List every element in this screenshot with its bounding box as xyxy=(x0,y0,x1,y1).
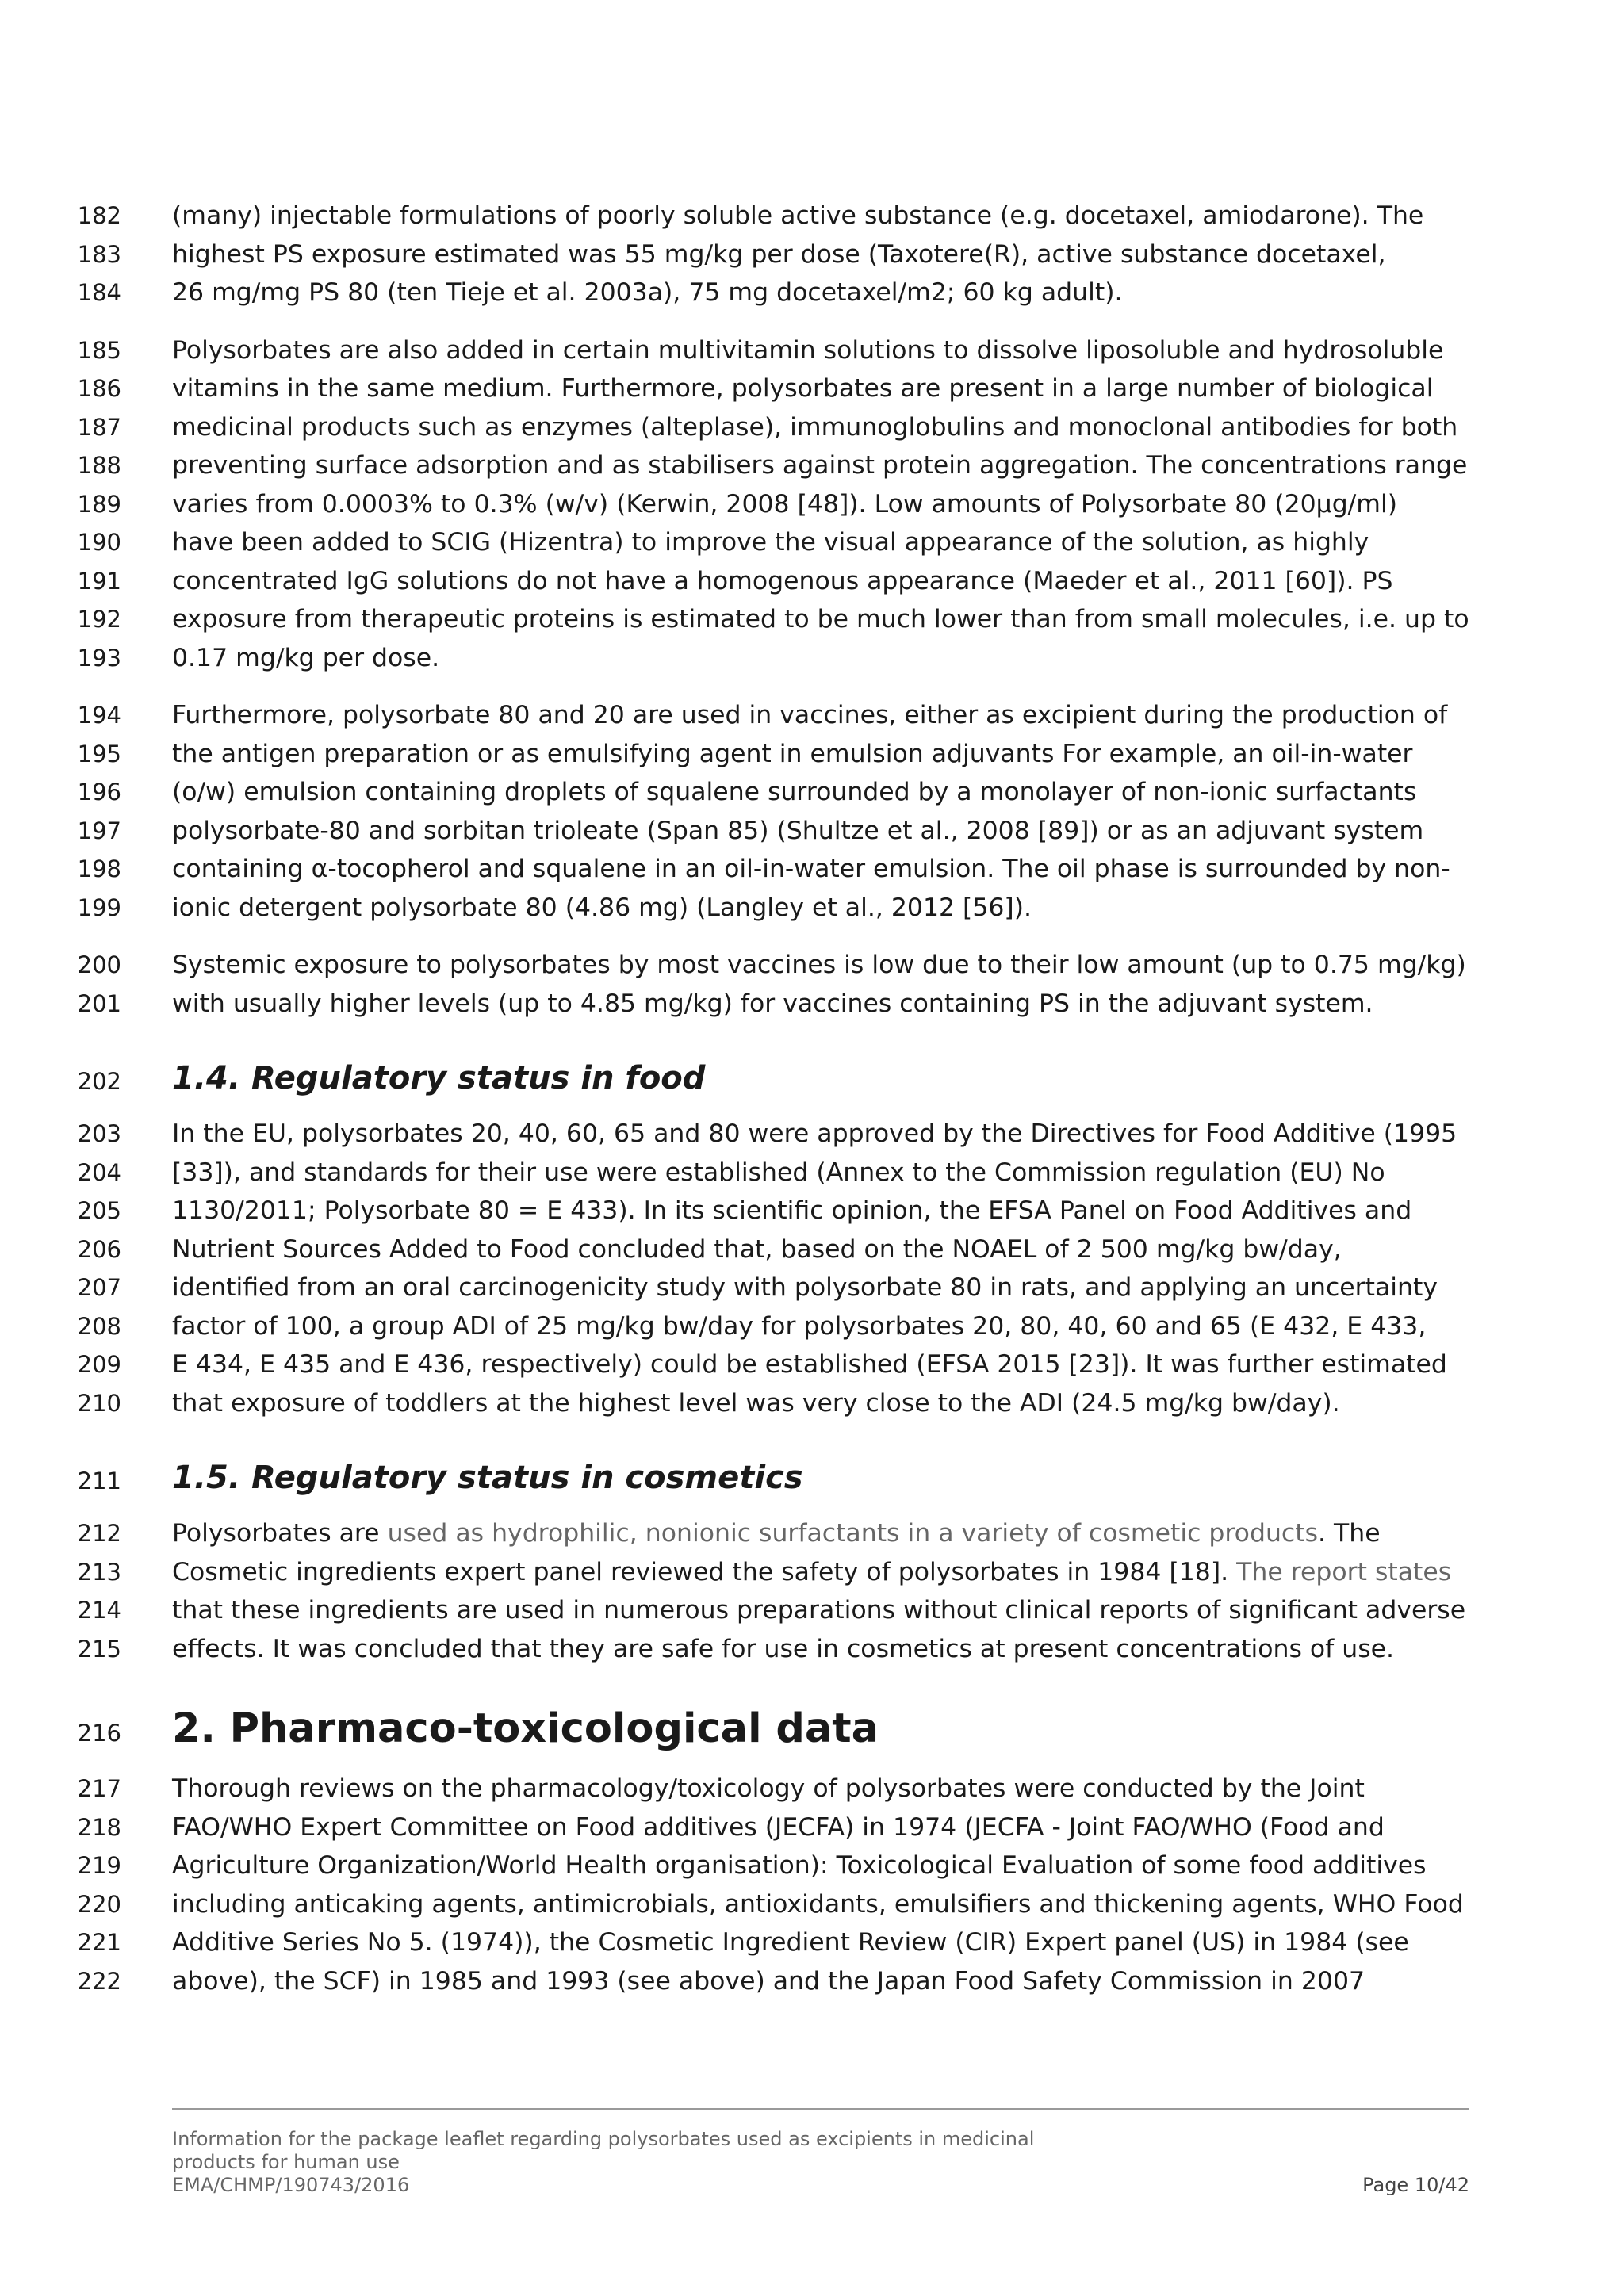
line-text: factor of 100, a group ADI of 25 mg/kg bw/day for polysorbates 20, 80, 40, 60 and 65 (E 432, E 433, xyxy=(172,1311,1427,1341)
subsection-heading xyxy=(0,1042,1624,1115)
heading-text: 2. Pharmaco-toxicological data xyxy=(172,1705,879,1752)
line-text: Systemic exposure to polysorbates by most vaccines is low due to their low amount (up to 0.75 mg/kg) xyxy=(172,951,1466,979)
line-number: 212 xyxy=(77,1520,121,1547)
text-line xyxy=(0,1384,1624,1423)
line-text: [33]), and standards for their use were established (Annex to the Commission regulation (EU) No xyxy=(172,1158,1385,1187)
text-line xyxy=(0,985,1624,1024)
line-text: polysorbate-80 and sorbitan trioleate (Span 85) (Shultze et al., 2008 [89]) or as an adjuvant system xyxy=(172,816,1424,845)
highlighted-text: used as hydrophilic, nonionic surfactants in a variety of cosmetic products xyxy=(387,1519,1318,1548)
line-number: 202 xyxy=(77,1068,121,1095)
text-line xyxy=(0,1885,1624,1924)
line-text: Furthermore, polysorbate 80 and 20 are used in vaccines, either as excipient during the production of xyxy=(172,701,1448,729)
line-text: Agriculture Organization/World Health organisation): Toxicological Evaluation of some food additives xyxy=(172,1851,1427,1880)
text-line xyxy=(0,1514,1624,1553)
line-text: effects. It was concluded that they are safe for use in cosmetics at present concentrations of use. xyxy=(172,1634,1395,1663)
text-line xyxy=(0,1307,1624,1346)
line-number: 196 xyxy=(77,779,121,806)
line-number: 211 xyxy=(77,1468,121,1494)
line-text: highest PS exposure estimated was 55 mg/kg per dose (Taxotere(R), active substance docetaxel, xyxy=(172,239,1386,269)
line-number: 210 xyxy=(77,1389,121,1417)
paragraph xyxy=(0,1514,1624,1668)
line-text xyxy=(172,1514,1381,1553)
line-text: containing α-tocopherol and squalene in an oil-in-water emulsion. The oil phase is surrounded by non- xyxy=(172,855,1450,883)
line-text xyxy=(172,1553,1451,1592)
page-number: Page 10/42 xyxy=(1362,2174,1469,2196)
line-text: Polysorbates are also added in certain multivitamin solutions to dissolve liposoluble and hydrosoluble xyxy=(172,335,1444,365)
text-line xyxy=(0,1115,1624,1154)
heading-text: 1.4. Regulatory status in food xyxy=(172,1060,706,1096)
text-line xyxy=(0,1962,1624,2001)
line-number: 194 xyxy=(77,702,121,729)
footer-title-line-1: Information for the package leaflet regarding polysorbates used as excipients in medicinal xyxy=(172,2128,1035,2150)
line-number: 186 xyxy=(77,375,121,402)
line-number: 183 xyxy=(77,240,121,268)
line-text: 0.17 mg/kg per dose. xyxy=(172,643,440,672)
text-line xyxy=(0,1192,1624,1230)
footer-document-reference: EMA/CHMP/190743/2016 xyxy=(172,2174,410,2196)
line-number: 208 xyxy=(77,1312,121,1340)
text-line xyxy=(0,562,1624,601)
line-text: 26 mg/mg PS 80 (ten Tieje et al. 2003a), 75 mg docetaxel/m2; 60 kg adult). xyxy=(172,278,1123,307)
line-text: that exposure of toddlers at the highest level was very close to the ADI (24.5 mg/kg bw/day). xyxy=(172,1388,1340,1418)
line-number: 222 xyxy=(77,1967,121,1995)
line-text: with usually higher levels (up to 4.85 mg/kg) for vaccines containing PS in the adjuvant system. xyxy=(172,989,1373,1018)
text-line xyxy=(0,1630,1624,1669)
line-number: 206 xyxy=(77,1235,121,1263)
line-text: Nutrient Sources Added to Food concluded that, based on the NOAEL of 2 500 mg/kg bw/day, xyxy=(172,1234,1342,1264)
paragraph xyxy=(0,946,1624,1023)
text-line xyxy=(0,889,1624,928)
line-number: 198 xyxy=(77,855,121,882)
line-number: 217 xyxy=(77,1775,121,1802)
text-line xyxy=(0,850,1624,889)
text-line xyxy=(0,408,1624,447)
text-segment: . The xyxy=(1318,1519,1381,1548)
line-number: 185 xyxy=(77,336,121,364)
text-line xyxy=(0,1923,1624,1962)
line-number: 182 xyxy=(77,202,121,229)
line-number: 189 xyxy=(77,490,121,518)
text-line xyxy=(0,235,1624,274)
text-line xyxy=(0,523,1624,562)
paragraph xyxy=(0,331,1624,678)
line-text: varies from 0.0003% to 0.3% (w/v) (Kerwin, 2008 [48]). Low amounts of Polysorbate 80 (20µg/ml) xyxy=(172,489,1398,519)
line-text: including anticaking agents, antimicrobials, antioxidants, emulsifiers and thickening agents, WHO Food xyxy=(172,1889,1464,1919)
line-text: (many) injectable formulations of poorly soluble active substance (e.g. docetaxel, amiodarone). The xyxy=(172,201,1424,230)
line-text: preventing surface adsorption and as stabilisers against protein aggregation. The concentrations range xyxy=(172,451,1468,480)
line-text: FAO/WHO Expert Committee on Food additives (JECFA) in 1974 (JECFA - Joint FAO/WHO (Food and xyxy=(172,1812,1385,1842)
text-line xyxy=(0,773,1624,812)
line-number: 191 xyxy=(77,567,121,595)
line-number: 220 xyxy=(77,1890,121,1918)
line-text: the antigen preparation or as emulsifying agent in emulsion adjuvants For example, an oil-in-water xyxy=(172,739,1413,768)
line-number: 188 xyxy=(77,452,121,479)
line-number: 209 xyxy=(77,1351,121,1378)
line-number: 200 xyxy=(77,951,121,978)
paragraph xyxy=(0,197,1624,312)
line-number: 221 xyxy=(77,1929,121,1956)
section-heading xyxy=(0,1687,1624,1770)
line-text: In the EU, polysorbates 20, 40, 60, 65 and 80 were approved by the Directives for Food Additive (1995 xyxy=(172,1119,1457,1148)
text-line xyxy=(0,369,1624,408)
line-number: 218 xyxy=(77,1813,121,1841)
text-line xyxy=(0,485,1624,524)
line-number: 187 xyxy=(77,413,121,441)
line-text: exposure from therapeutic proteins is estimated to be much lower than from small molecules, i.e. up to xyxy=(172,605,1469,633)
line-text: ionic detergent polysorbate 80 (4.86 mg) (Langley et al., 2012 [56]). xyxy=(172,893,1032,922)
line-number: 207 xyxy=(77,1274,121,1301)
paragraph xyxy=(0,1770,1624,2000)
line-number: 195 xyxy=(77,740,121,767)
line-text: Additive Series No 5. (1974)), the Cosmetic Ingredient Review (CIR) Expert panel (US) in 1984 (see xyxy=(172,1928,1409,1957)
line-number: 203 xyxy=(77,1120,121,1147)
text-line xyxy=(0,600,1624,639)
text-line xyxy=(0,946,1624,985)
line-number: 201 xyxy=(77,989,121,1017)
line-text: (o/w) emulsion containing droplets of squalene surrounded by a monolayer of non-ionic surfactants xyxy=(172,778,1417,806)
text-line xyxy=(0,197,1624,235)
text-line xyxy=(0,696,1624,735)
line-number: 216 xyxy=(77,1720,121,1747)
text-line xyxy=(0,1770,1624,1808)
text-line xyxy=(0,446,1624,485)
document-body xyxy=(0,197,1624,2019)
page-footer xyxy=(172,2128,1469,2197)
line-text: E 434, E 435 and E 436, respectively) could be established (EFSA 2015 [23]). It was further estimated xyxy=(172,1350,1447,1379)
text-line xyxy=(0,1154,1624,1192)
line-number: 215 xyxy=(77,1635,121,1663)
line-number: 204 xyxy=(77,1158,121,1186)
line-text: concentrated IgG solutions do not have a homogenous appearance (Maeder et al., 2011 [60]). PS xyxy=(172,566,1393,595)
line-number: 184 xyxy=(77,279,121,306)
text-line xyxy=(0,812,1624,851)
paragraph xyxy=(0,1115,1624,1422)
text-line xyxy=(0,1230,1624,1269)
line-number: 213 xyxy=(77,1558,121,1586)
text-line xyxy=(0,1591,1624,1630)
heading-text: 1.5. Regulatory status in cosmetics xyxy=(172,1460,803,1496)
line-text: Thorough reviews on the pharmacology/toxicology of polysorbates were conducted by the Joint xyxy=(172,1774,1365,1803)
line-text: that these ingredients are used in numerous preparations without clinical reports of significant adverse xyxy=(172,1596,1466,1624)
footer-divider xyxy=(172,2108,1469,2110)
text-line xyxy=(0,274,1624,312)
line-text: above), the SCF) in 1985 and 1993 (see above) and the Japan Food Safety Commission in 2007 xyxy=(172,1966,1365,1996)
paragraph xyxy=(0,696,1624,927)
line-text: identified from an oral carcinogenicity study with polysorbate 80 in rats, and applying an uncertainty xyxy=(172,1273,1438,1302)
text-line xyxy=(0,1808,1624,1847)
text-line xyxy=(0,1846,1624,1885)
line-number: 214 xyxy=(77,1597,121,1624)
highlighted-text: The report states xyxy=(1236,1557,1452,1586)
line-number: 197 xyxy=(77,817,121,844)
line-text: 1130/2011; Polysorbate 80 = E 433). In its scientific opinion, the EFSA Panel on Food Additives and xyxy=(172,1196,1412,1225)
text-segment: Polysorbates are xyxy=(172,1519,388,1548)
line-text: vitamins in the same medium. Furthermore, polysorbates are present in a large number of biological xyxy=(172,374,1434,403)
line-number: 190 xyxy=(77,529,121,556)
line-number: 193 xyxy=(77,644,121,672)
line-number: 192 xyxy=(77,606,121,633)
line-text: have been added to SCIG (Hizentra) to improve the visual appearance of the solution, as highly xyxy=(172,528,1369,557)
text-line xyxy=(0,1269,1624,1307)
text-line xyxy=(0,331,1624,370)
text-line xyxy=(0,1553,1624,1592)
line-number: 205 xyxy=(77,1197,121,1224)
line-number: 199 xyxy=(77,894,121,921)
text-line xyxy=(0,1345,1624,1384)
text-segment: Cosmetic ingredients expert panel reviewed the safety of polysorbates in 1984 [18]. xyxy=(172,1557,1237,1586)
line-number: 219 xyxy=(77,1852,121,1879)
text-line xyxy=(0,639,1624,678)
text-line xyxy=(0,735,1624,774)
line-text: medicinal products such as enzymes (alteplase), immunoglobulins and monoclonal antibodies for both xyxy=(172,412,1458,442)
subsection-heading xyxy=(0,1441,1624,1514)
footer-title-line-2: products for human use xyxy=(172,2151,400,2173)
